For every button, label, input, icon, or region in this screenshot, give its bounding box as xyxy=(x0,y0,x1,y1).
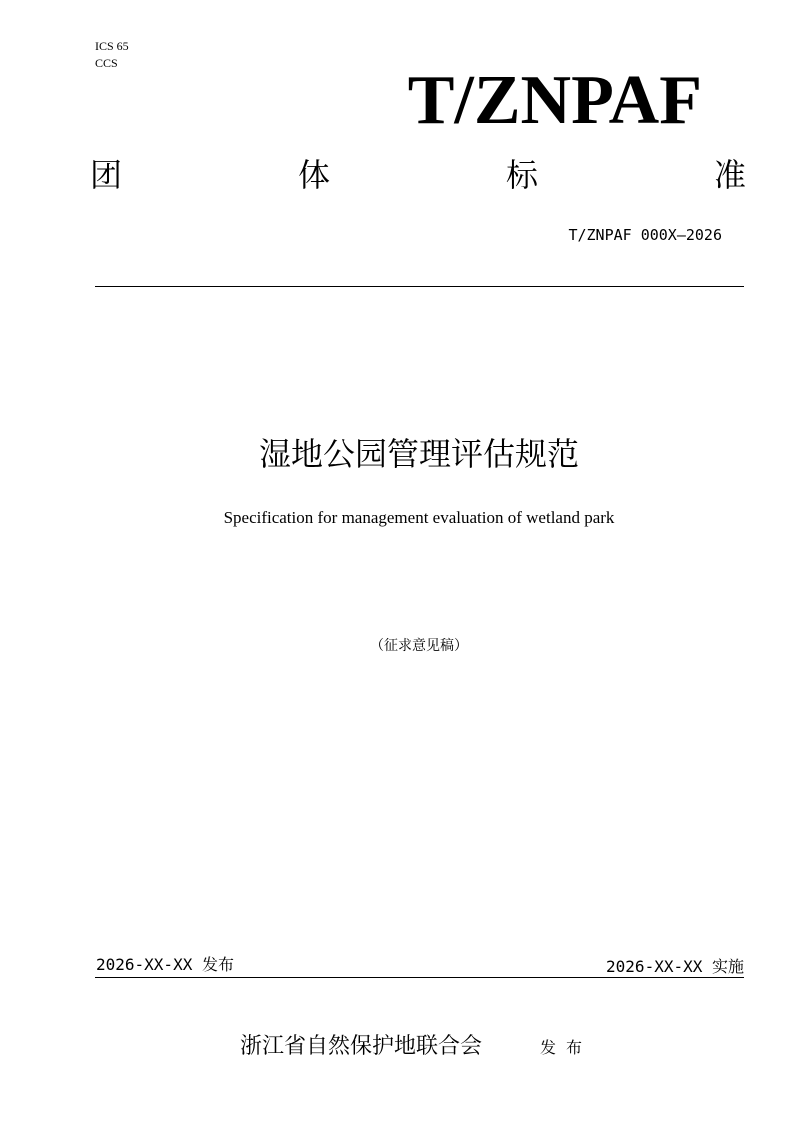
implementation-date: 2026-XX-XX 实施 xyxy=(606,957,744,976)
document-title-english: Specification for management evaluation of wetland park xyxy=(223,508,615,527)
publisher-name: 浙江省自然保护地联合会 xyxy=(240,1034,483,1059)
publish-label: 发布 xyxy=(540,1038,593,1057)
standard-type-char-2: 体 xyxy=(297,156,330,194)
standard-type-char-4: 准 xyxy=(713,156,746,194)
ccs-code: CCS xyxy=(95,56,118,70)
standard-number: T/ZNPAF 000X—2026 xyxy=(568,226,722,244)
standard-type-label xyxy=(90,155,746,195)
draft-status-note: （征求意见稿） xyxy=(370,639,468,654)
ics-code: ICS 65 xyxy=(95,39,129,53)
standard-type-char-3: 标 xyxy=(505,156,538,194)
standard-type-char-1: 团 xyxy=(90,156,123,194)
publish-date: 2026-XX-XX 发布 xyxy=(96,955,234,974)
standard-code-heading: T/ZNPAF xyxy=(407,62,702,139)
top-divider xyxy=(95,286,744,287)
document-title-chinese: 湿地公园管理评估规范 xyxy=(258,435,579,473)
bottom-divider xyxy=(95,977,744,978)
